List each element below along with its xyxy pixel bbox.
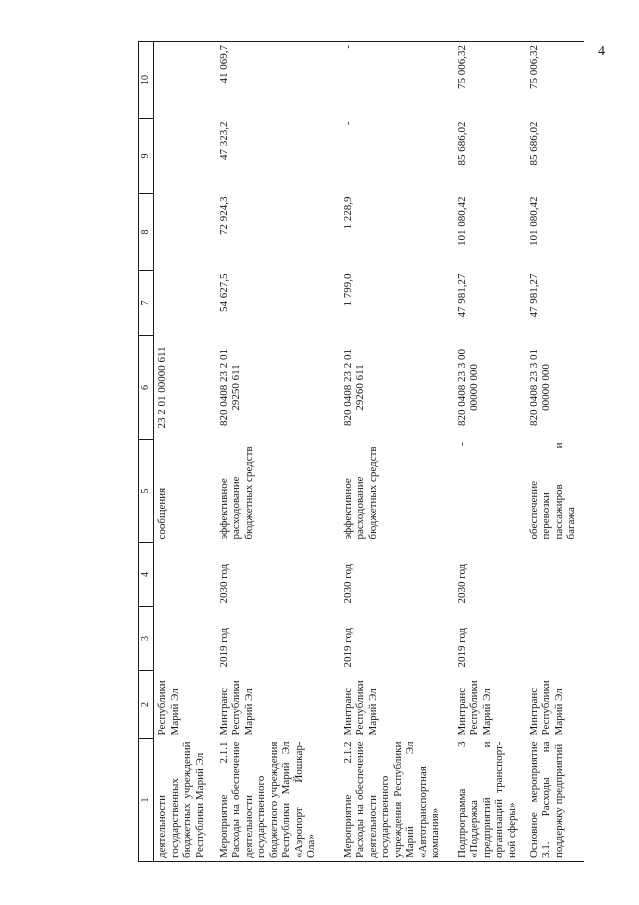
cell-value: 85 686,02 <box>455 121 468 166</box>
header-cell: 7 <box>139 271 154 336</box>
cell-code: 820 0408 23 3 01 00000 000 <box>527 349 552 426</box>
header-cell: 3 <box>139 607 154 671</box>
header-cell: 6 <box>139 336 154 440</box>
cell-value <box>154 119 216 194</box>
cell-value: 85 686,02 <box>527 121 540 166</box>
header-cell: 2 <box>139 671 154 739</box>
header-cell: 5 <box>139 440 154 543</box>
cell-start: 2019 год <box>455 627 468 668</box>
cell-value: - <box>340 42 454 119</box>
cell-start: 2019 год <box>217 627 230 668</box>
header-cell: 10 <box>139 42 154 119</box>
cell-executor: Республики Марий Эл <box>156 680 181 736</box>
header-row <box>139 42 154 862</box>
cell-value: 54 627,5 <box>217 273 230 312</box>
program-table <box>138 41 584 862</box>
cell-result: эффективное расходование бюджетных средств <box>217 446 255 540</box>
cell-value: 1 228,9 <box>341 196 354 230</box>
cell-code: 820 0408 23 3 00 00000 000 <box>455 349 480 426</box>
cell-value: 41 069,7 <box>216 42 340 119</box>
cell-code: 23 2 01 00000 611 <box>156 346 168 429</box>
cell-end: 2030 год <box>455 563 468 604</box>
cell-code: 820 0408 23 2 01 29260 611 <box>341 349 366 426</box>
table-row <box>154 42 216 862</box>
table-row <box>216 42 340 862</box>
cell-value: 101 080,42 <box>527 196 540 246</box>
cell-value <box>154 271 216 336</box>
cell-result: - <box>455 442 468 447</box>
header-cell: 9 <box>139 119 154 194</box>
table-row <box>526 42 584 862</box>
cell-value: 1 799,0 <box>341 273 354 307</box>
cell-name: Мероприятие 2.1.1 Расходы на обеспечение деятельности государственного бюджетного учреждения Республики Марий Эл «Аэропорт Йошкар-Ола» <box>216 739 340 862</box>
cell-start <box>154 607 216 671</box>
cell-value: 75 006,32 <box>526 42 584 119</box>
cell-executor: Минтранс Республики Марий Эл <box>341 680 379 736</box>
cell-executor: Минтранс Республики Марий Эл <box>217 680 255 736</box>
header-cell: 4 <box>139 543 154 607</box>
page-number: 4 <box>598 44 605 59</box>
cell-result: обеспечение перевозки пассажиров и багажа <box>527 442 577 540</box>
cell-end: 2030 год <box>341 563 354 604</box>
cell-value: 47 981,27 <box>455 273 468 318</box>
cell-start <box>526 607 584 671</box>
cell-value <box>154 194 216 271</box>
cell-name: Основное мероприятие 3.1. Расходы на поддержку предприятий <box>526 739 584 862</box>
cell-name: Мероприятие 2.1.2 Расходы на обеспечение деятельности государственного учреждения Республики Марий Эл «Автотранспортная компания» <box>340 739 454 862</box>
table-row <box>454 42 526 862</box>
cell-result: сообщения <box>156 487 168 540</box>
header-cell: 8 <box>139 194 154 271</box>
cell-value: - <box>341 121 354 126</box>
cell-name: Подпрограмма 3 «Поддержка предприятий и организаций транспорт-ной сферы» <box>454 739 526 862</box>
cell-end <box>526 543 584 607</box>
cell-start: 2019 год <box>341 627 354 668</box>
header-cell: 1 <box>139 739 154 862</box>
cell-result: эффективное расходование бюджетных средств <box>341 446 379 540</box>
cell-executor: Минтранс Республики Марий Эл <box>527 680 565 736</box>
cell-value: 72 924,3 <box>217 196 230 235</box>
cell-value: 47 981,27 <box>527 273 540 318</box>
rotated-table-container <box>138 42 577 862</box>
table-row <box>340 42 454 862</box>
cell-end: 2030 год <box>217 563 230 604</box>
cell-value: 101 080,42 <box>455 196 468 246</box>
cell-code: 820 0408 23 2 01 29250 611 <box>217 349 242 426</box>
cell-value <box>154 42 216 119</box>
cell-value: 47 323,2 <box>217 121 230 160</box>
cell-executor: Минтранс Республики Марий Эл <box>455 680 493 736</box>
cell-name: деятельности государственных бюджетных учреждений Республики Марий Эл <box>154 739 216 862</box>
cell-value: 75 006,32 <box>454 42 526 119</box>
cell-end <box>154 543 216 607</box>
